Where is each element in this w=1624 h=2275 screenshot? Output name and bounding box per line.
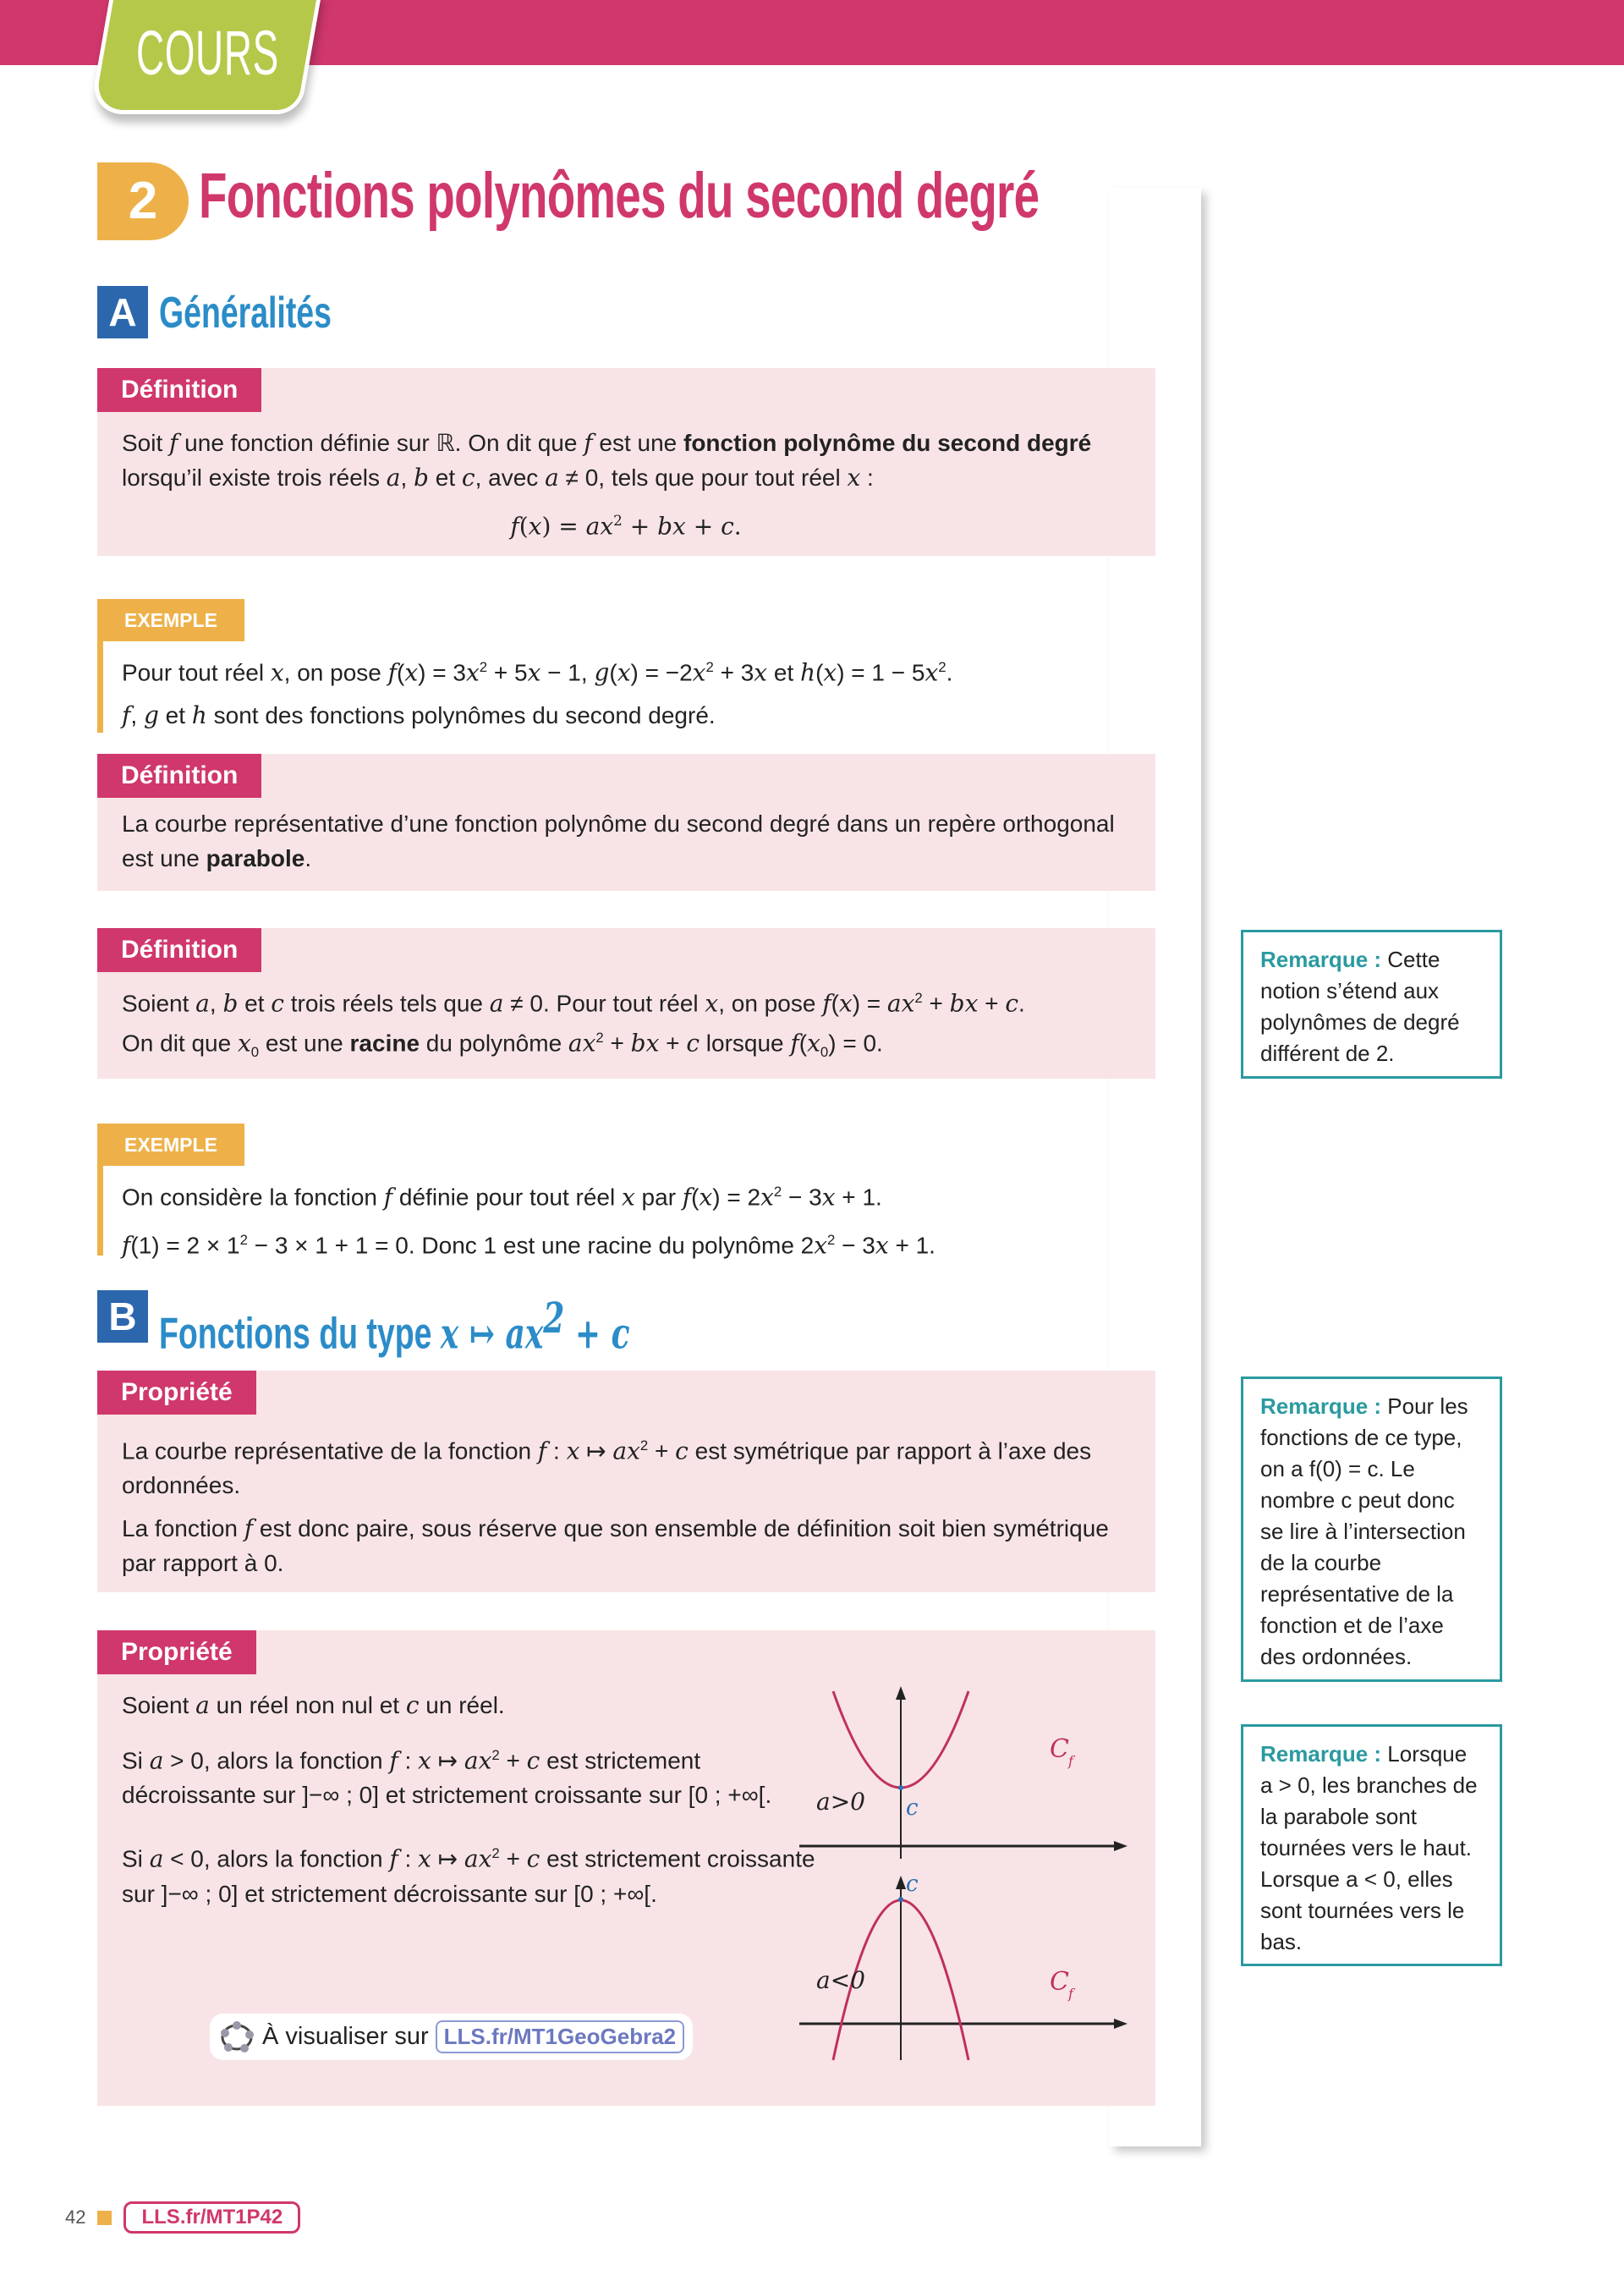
math-segment: f bbox=[682, 1183, 692, 1212]
math-segment: x bbox=[418, 1844, 431, 1873]
bold-segment: fonction polynôme du second degré bbox=[683, 430, 1092, 456]
example-box-2 bbox=[97, 1124, 1155, 1260]
text-segment: + bbox=[499, 1747, 527, 1774]
math-segment: f bbox=[122, 701, 131, 730]
math-segment: g bbox=[594, 658, 610, 687]
math-segment: bx bbox=[949, 989, 979, 1018]
example-box-1 bbox=[97, 599, 1155, 733]
text-segment: définie pour tout réel bbox=[392, 1184, 622, 1211]
math-segment: f bbox=[244, 1514, 254, 1543]
text-segment: 2 bbox=[914, 990, 923, 1006]
text-segment: 2 bbox=[773, 1184, 782, 1200]
text-segment: ( bbox=[831, 990, 839, 1017]
text-segment: (1) = 2 × 1 bbox=[130, 1232, 240, 1259]
text-segment: Soient bbox=[122, 1692, 196, 1718]
text-segment: , bbox=[209, 990, 223, 1017]
example-tag: EXEMPLE bbox=[97, 599, 244, 641]
text-segment: La courbe représentative de la fonction bbox=[122, 1437, 538, 1464]
math-segment: bx bbox=[657, 512, 686, 541]
math-segment: c bbox=[526, 1844, 540, 1873]
section-b-math: x ↦ ax bbox=[440, 1308, 544, 1359]
text-segment: , bbox=[400, 464, 414, 491]
math-segment: c bbox=[686, 1029, 700, 1058]
definition-paragraph bbox=[122, 426, 1130, 495]
text-segment: . bbox=[1018, 990, 1025, 1017]
text-segment: par bbox=[634, 1184, 683, 1211]
property-text bbox=[122, 1428, 1130, 1589]
math-segment: f bbox=[389, 1746, 398, 1775]
math-segment: x bbox=[760, 1183, 774, 1212]
chapter-number: 2 bbox=[97, 162, 189, 240]
section-b-exponent: 2 bbox=[543, 1293, 565, 1343]
text-segment: ↦ bbox=[431, 1845, 464, 1872]
text-segment: trois réels tels que bbox=[283, 990, 490, 1017]
text-segment: 0 bbox=[250, 1044, 260, 1061]
cours-tab bbox=[89, 0, 322, 114]
bold-segment: racine bbox=[349, 1030, 420, 1057]
condition-label: a<0 bbox=[816, 1966, 865, 1994]
math-segment: x bbox=[621, 1183, 635, 1212]
definition-box-2 bbox=[97, 754, 1155, 891]
text-segment: 2 bbox=[827, 1232, 836, 1249]
text-segment: + bbox=[499, 1845, 527, 1872]
property-paragraph bbox=[122, 1428, 1130, 1503]
text-segment: > 0, alors la fonction bbox=[163, 1747, 390, 1774]
condition-label: a>0 bbox=[816, 1788, 865, 1816]
text-segment: − 3 bbox=[835, 1232, 875, 1259]
parabola-graphs bbox=[799, 1681, 1138, 2096]
section-b-title bbox=[159, 1293, 629, 1359]
definition-tag: Définition bbox=[97, 754, 261, 798]
math-segment: x bbox=[814, 1231, 828, 1260]
curve-label: C bbox=[1050, 1967, 1069, 1997]
text-segment: ) = 0. bbox=[828, 1030, 883, 1057]
definition-formula bbox=[122, 503, 1130, 543]
text-segment: est une bbox=[592, 430, 683, 456]
definition-tag: Définition bbox=[97, 368, 261, 412]
math-segment: x bbox=[838, 989, 853, 1018]
section-b-math: + c bbox=[564, 1308, 630, 1359]
text-segment: et bbox=[238, 990, 272, 1017]
text-segment: et bbox=[767, 659, 801, 686]
text-segment: : bbox=[398, 1747, 419, 1774]
text-segment: − 3 × 1 + 1 = 0. Donc 1 est une racine du polynôme 2 bbox=[247, 1232, 815, 1259]
example-text bbox=[122, 650, 1130, 741]
property-tag: Propriété bbox=[97, 1371, 256, 1415]
definition-line bbox=[122, 981, 1130, 1020]
math-segment: ax bbox=[886, 989, 915, 1018]
text-segment: est symétrique par rapport à l’axe des ordonnées. bbox=[122, 1437, 1092, 1499]
text-segment: − 1, bbox=[540, 659, 595, 686]
example-line bbox=[122, 1223, 1130, 1262]
text-segment: ) = 3 bbox=[418, 659, 466, 686]
math-segment: c bbox=[461, 464, 475, 492]
text-segment: Si bbox=[122, 1747, 150, 1774]
math-segment: a bbox=[195, 1691, 210, 1719]
section-b-title-text: Fonctions du type bbox=[159, 1309, 441, 1359]
math-segment: a bbox=[149, 1746, 164, 1775]
math-segment: x bbox=[875, 1231, 889, 1260]
math-segment: c bbox=[271, 989, 284, 1018]
math-segment: f bbox=[822, 989, 831, 1018]
example-line bbox=[122, 1174, 1130, 1214]
remark-3 bbox=[1241, 1724, 1502, 1966]
math-segment: x bbox=[465, 658, 480, 687]
text-segment: . bbox=[946, 659, 953, 686]
definition-box-1 bbox=[97, 368, 1155, 556]
remark-label: Remarque : bbox=[1260, 1741, 1382, 1767]
definition-text bbox=[122, 426, 1130, 552]
section-a-letter: A bbox=[97, 286, 148, 338]
math-segment: x bbox=[692, 658, 706, 687]
page-number: 42 bbox=[65, 2206, 86, 2228]
example-line bbox=[122, 650, 1130, 690]
math-segment: ax bbox=[585, 512, 614, 541]
text-segment: Soit bbox=[122, 430, 170, 456]
point-c bbox=[898, 1785, 903, 1790]
cours-label: COURS bbox=[136, 18, 279, 88]
text-segment: ( bbox=[397, 659, 405, 686]
text-segment: + 3 bbox=[713, 659, 754, 686]
text-segment: ≠ 0. Pour tout réel bbox=[503, 990, 705, 1017]
curve-subscript: f bbox=[1068, 1986, 1073, 2002]
math-segment: c bbox=[526, 1746, 540, 1775]
text-segment: + bbox=[685, 512, 721, 541]
text-segment: ( bbox=[609, 659, 617, 686]
text-segment: une fonction définie sur ℝ. On dit que bbox=[178, 430, 584, 456]
text-segment: 2 bbox=[491, 1747, 500, 1763]
property-paragraph bbox=[122, 1738, 817, 1812]
x-axis-arrow bbox=[1114, 2019, 1127, 2029]
text-segment: : bbox=[398, 1845, 419, 1872]
y-axis-arrow bbox=[896, 1876, 906, 1889]
text-segment: + 1. bbox=[888, 1232, 935, 1259]
property-paragraph bbox=[122, 1688, 817, 1723]
example-line bbox=[122, 698, 1130, 733]
property-paragraph bbox=[122, 1836, 817, 1910]
c-label: c bbox=[906, 1871, 919, 1897]
text-segment: La fonction bbox=[122, 1515, 244, 1542]
text-segment: < 0, alors la fonction bbox=[163, 1845, 390, 1872]
math-segment: f bbox=[389, 1844, 398, 1873]
text-segment: . bbox=[650, 1880, 657, 1907]
math-segment: c bbox=[1005, 989, 1018, 1018]
text-segment: + bbox=[922, 990, 950, 1017]
text-segment: , avec bbox=[475, 464, 546, 491]
point-c bbox=[898, 1897, 903, 1902]
text-segment: La courbe représentative d’une fonction polynôme du second degré dans un repère orthogonal est une bbox=[122, 811, 1115, 871]
text-segment: ) = bbox=[852, 990, 887, 1017]
geogebra-link[interactable]: LLS.fr/MT1GeoGebra2 bbox=[436, 2020, 685, 2053]
text-segment: lorsque bbox=[700, 1030, 791, 1057]
text-segment: 2 bbox=[595, 1030, 604, 1047]
math-segment: ax bbox=[464, 1746, 492, 1775]
remark-text: Pour les fonctions de ce type, on a f(0) = c. Le nombre c peut donc se lire à l’intersection de la courbe représentative de la fonction et de l’axe des ordonnées. bbox=[1260, 1393, 1468, 1669]
c-label: c bbox=[906, 1795, 919, 1821]
text-segment: . bbox=[733, 512, 742, 541]
text-segment: , on pose bbox=[283, 659, 388, 686]
math-segment: x bbox=[754, 658, 768, 687]
text-segment: : bbox=[860, 464, 874, 491]
math-segment: b bbox=[414, 464, 429, 492]
text-segment: + bbox=[603, 1030, 631, 1057]
x-axis-arrow bbox=[1114, 1841, 1127, 1851]
text-segment: 2 bbox=[705, 659, 714, 675]
text-segment: + 5 bbox=[487, 659, 528, 686]
curve-subscript: f bbox=[1068, 1753, 1073, 1769]
math-segment: x bbox=[807, 1029, 820, 1058]
text-segment: On dit que bbox=[122, 1030, 238, 1057]
math-segment: f bbox=[510, 512, 519, 541]
bold-segment: parabole bbox=[206, 845, 305, 871]
property-box-1 bbox=[97, 1371, 1155, 1592]
text-segment: Pour tout réel bbox=[122, 659, 271, 686]
remark-1 bbox=[1241, 930, 1502, 1079]
text-segment: sont des fonctions polynômes du second degré. bbox=[206, 702, 716, 729]
math-segment: b bbox=[222, 989, 239, 1018]
text-segment: ( bbox=[691, 1184, 700, 1211]
math-segment: c bbox=[675, 1437, 689, 1465]
property-text bbox=[122, 1688, 817, 1920]
text-segment: est strictement croissante sur ]−∞ ; 0] et strictement décroissante sur [0 ; +∞[ bbox=[122, 1845, 815, 1907]
text-segment: ≠ 0, tels que pour tout réel bbox=[558, 464, 848, 491]
chapter-title: Fonctions polynômes du second degré bbox=[199, 160, 1040, 232]
text-segment: + bbox=[622, 512, 658, 541]
text-segment: et bbox=[158, 702, 192, 729]
math-segment: x bbox=[528, 512, 542, 541]
section-b-letter: B bbox=[97, 1290, 148, 1343]
remark-text: Lorsque a > 0, les branches de la parabole sont tournées vers le haut. Lorsque a < 0, elles sont tournées vers le bas. bbox=[1260, 1741, 1478, 1954]
text-segment: 2 bbox=[613, 512, 623, 529]
text-segment: 2 bbox=[239, 1232, 248, 1249]
math-segment: x bbox=[847, 464, 861, 492]
property-paragraph bbox=[122, 1511, 1130, 1580]
remark-text: Cette notion s’étend aux polynômes de degré différent de 2. bbox=[1260, 947, 1460, 1066]
math-segment: f bbox=[169, 429, 178, 457]
text-segment: + 1. bbox=[835, 1184, 882, 1211]
text-segment: un réel. bbox=[419, 1692, 505, 1718]
example-tag: EXEMPLE bbox=[97, 1124, 244, 1166]
curve-label: C bbox=[1050, 1734, 1069, 1764]
text-segment: Soient bbox=[122, 990, 196, 1017]
footer-link[interactable]: LLS.fr/MT1P42 bbox=[123, 2201, 300, 2234]
math-segment: g bbox=[143, 701, 159, 730]
math-segment: ax bbox=[464, 1844, 492, 1873]
y-axis-arrow bbox=[896, 1686, 906, 1700]
text-segment: ) = bbox=[541, 512, 586, 541]
definition-paragraph bbox=[122, 806, 1130, 876]
text-segment: un réel non nul et bbox=[209, 1692, 406, 1718]
math-segment: x bbox=[823, 658, 837, 687]
math-segment: f bbox=[122, 1231, 131, 1260]
math-segment: x bbox=[237, 1029, 251, 1058]
text-segment: ( bbox=[518, 512, 529, 541]
text-segment: : bbox=[546, 1437, 567, 1464]
text-segment: − 3 bbox=[782, 1184, 822, 1211]
math-segment: x bbox=[699, 1183, 713, 1212]
math-segment: a bbox=[386, 464, 401, 492]
text-segment: + bbox=[659, 1030, 687, 1057]
text-segment: et bbox=[428, 464, 462, 491]
text-segment: ↦ bbox=[431, 1747, 464, 1774]
math-segment: c bbox=[721, 512, 734, 541]
text-segment: 2 bbox=[938, 659, 946, 675]
definition-text bbox=[122, 806, 1130, 884]
math-segment: x bbox=[418, 1746, 431, 1775]
text-segment: 2 bbox=[491, 1845, 500, 1862]
math-segment: ax bbox=[612, 1437, 640, 1465]
text-segment: est donc paire, sous réserve que son ensemble de définition soit bien symétrique par rapport à 0. bbox=[122, 1515, 1109, 1577]
math-segment: x bbox=[566, 1437, 580, 1465]
footer bbox=[65, 2201, 300, 2234]
remark-2 bbox=[1241, 1377, 1502, 1682]
math-segment: f bbox=[584, 429, 593, 457]
math-segment: a bbox=[545, 464, 559, 492]
math-segment: a bbox=[489, 989, 504, 1018]
example-text bbox=[122, 1174, 1130, 1272]
definition-text bbox=[122, 981, 1130, 1078]
text-segment: On considère la fonction bbox=[122, 1184, 384, 1211]
math-segment: ax bbox=[568, 1029, 596, 1058]
text-segment: est une bbox=[259, 1030, 350, 1057]
math-segment: a bbox=[195, 989, 210, 1018]
property-tag: Propriété bbox=[97, 1630, 256, 1674]
section-a-title: Généralités bbox=[159, 288, 332, 338]
math-segment: x bbox=[924, 658, 939, 687]
definition-box-3 bbox=[97, 928, 1155, 1079]
text-segment: , bbox=[130, 702, 144, 729]
math-segment: c bbox=[405, 1691, 420, 1719]
text-segment: + bbox=[648, 1437, 676, 1464]
geogebra-link-banner[interactable] bbox=[210, 2014, 693, 2060]
math-segment: x bbox=[821, 1183, 836, 1212]
text-segment: Si bbox=[122, 1845, 150, 1872]
footer-square bbox=[97, 2211, 112, 2225]
math-segment: x bbox=[270, 658, 284, 687]
definition-line bbox=[122, 1020, 1130, 1069]
text-segment: ( bbox=[815, 659, 824, 686]
text-segment: ) = 1 − 5 bbox=[837, 659, 925, 686]
text-segment: ( bbox=[798, 1030, 808, 1057]
math-segment: bx bbox=[630, 1029, 660, 1058]
math-segment: f bbox=[790, 1029, 799, 1058]
text-segment: est strictement décroissante sur ]−∞ ; 0] et strictement croissante sur [0 ; +∞[. bbox=[122, 1747, 772, 1809]
geogebra-label: À visualiser sur bbox=[262, 2023, 429, 2050]
text-segment: 2 bbox=[639, 1437, 649, 1453]
math-segment: a bbox=[149, 1844, 164, 1873]
text-segment: du polynôme bbox=[420, 1030, 568, 1057]
math-segment: h bbox=[800, 658, 816, 687]
math-segment: x bbox=[404, 658, 419, 687]
text-segment: 0 bbox=[820, 1044, 829, 1061]
math-segment: x bbox=[705, 989, 719, 1018]
math-segment: f bbox=[383, 1183, 393, 1212]
remark-label: Remarque : bbox=[1260, 947, 1382, 972]
definition-tag: Définition bbox=[97, 928, 261, 972]
math-segment: x bbox=[617, 658, 631, 687]
math-segment: f bbox=[387, 658, 398, 687]
text-segment: ) = 2 bbox=[712, 1184, 761, 1211]
text-segment: 2 bbox=[479, 659, 488, 675]
math-segment: x bbox=[527, 658, 541, 687]
text-segment: ) = −2 bbox=[630, 659, 693, 686]
text-segment: + bbox=[978, 990, 1006, 1017]
text-segment: . bbox=[304, 845, 312, 871]
text-segment: , on pose bbox=[718, 990, 823, 1017]
math-segment: f bbox=[537, 1437, 547, 1465]
text-segment: ↦ bbox=[579, 1437, 613, 1464]
text-segment: lorsqu’il existe trois réels bbox=[122, 464, 387, 491]
remark-label: Remarque : bbox=[1260, 1393, 1382, 1419]
math-segment: h bbox=[191, 701, 207, 730]
geogebra-icon bbox=[218, 2019, 255, 2056]
